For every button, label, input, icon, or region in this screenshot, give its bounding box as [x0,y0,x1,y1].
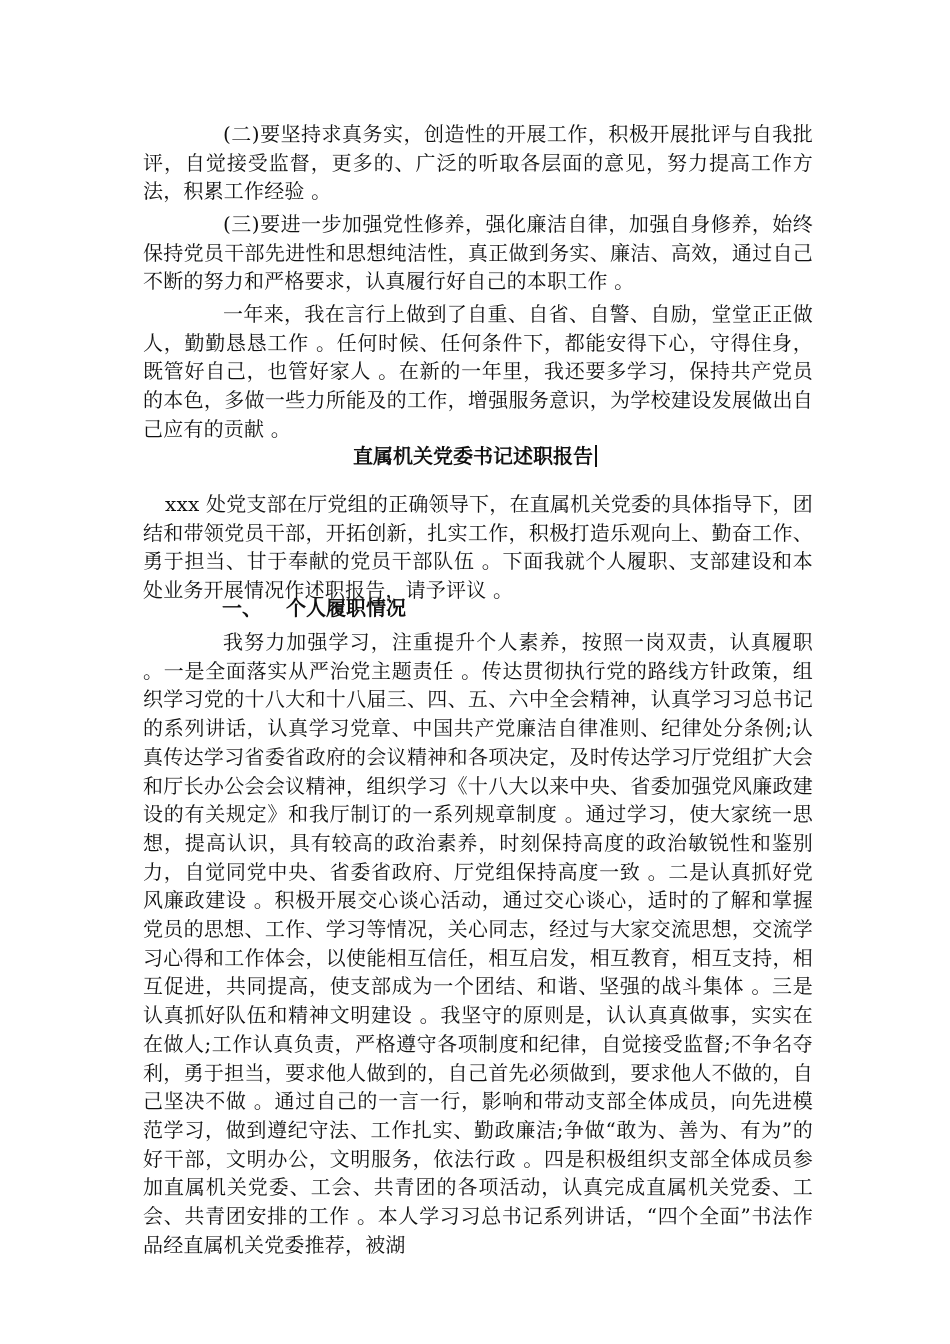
paragraph-point-two: (二)要坚持求真务实，创造性的开展工作，积极开展批评与自我批评，自觉接受监督，更多的、广泛的听取各层面的意见，努力提高工作方法，积累工作经验 。 [143,122,813,204]
section-heading-number: 一、 [222,596,262,620]
section-heading [222,592,406,621]
report-title-text: 直属机关党委书记述职报告 [353,444,593,468]
report-title [0,440,950,469]
intro-paragraph: xxx 处党支部在厅党组的正确领导下，在直属机关党委的具体指导下，团结和带领党员干部，开拓创新，扎实工作，积极打造乐观向上、勤奋工作、勇于担当、甘于奉献的党员干部队伍 。下面我就个人履职、支部建设和本处业务开展情况作述职报告，请予评议 。 [143,492,813,603]
text-cursor [595,445,597,467]
body-paragraph: 我努力加强学习，注重提升个人素养，按照一岗双责，认真履职 。一是全面落实从严治党主题责任 。传达贯彻执行党的路线方针政策，组织学习党的十八大和十八届三、四、五、六中全会精神，认真学习习总书记的系列讲话，认真学习党章、中国共产党廉洁自律准则、纪律处分条例;认真传达学习省委省政府的会议精神和各项决定，及时传达学习厅党组扩大会和厅长办公会会议精神，组织学习《十八大以来中央、省委加强党风廉政建设的有关规定》和我厅制订的一系列规章制度 。通过学习，使大家统一思想，提高认识，具有较高的政治素养，时刻保持高度的政治敏锐性和鉴别力，自觉同党中央、省委省政府、厅党组保持高度一致 。二是认真抓好党风廉政建设 。积极开展交心谈心活动，通过交心谈心，适时的了解和掌握党员的思想、工作、学习等情况，关心同志，经过与大家交流思想，交流学习心得和工作体会，以使能相互信任，相互启发，相互教育，相互支持，相互促进，共同提高，使支部成为一个团结、和谐、坚强的战斗集体 。三是认真抓好队伍和精神文明建设 。我坚守的原则是，认认真真做事，实实在在做人;工作认真负责，严格遵守各项制度和纪律，自觉接受监督;不争名夺利，勇于担当，要求他人做到的，自己首先必须做到，要求他人不做的，自己坚决不做 。通过自己的一言一行，影响和带动支部全体成员，向先进模范学习，做到遵纪守法、工作扎实、勤政廉洁;争做“敢为、善为、有为”的好干部，文明办公，文明服务，依法行政 。四是积极组织支部全体成员参加直属机关党委、工会、共青团的各项活动，认真完成直属机关党委、工会、共青团安排的工作 。本人学习习总书记系列讲话，“四个全面”书法作品经直属机关党委推荐，被湖 [143,630,813,1257]
paragraph-point-three: (三)要进一步加强党性修养，强化廉洁自律，加强自身修养，始终保持党员干部先进性和思想纯洁性，真正做到务实、廉洁、高效，通过自己不断的努力和严格要求，认真履行好自己的本职工作 。 [143,212,813,294]
section-heading-text: 个人履职情况 [286,596,406,620]
paragraph-year-summary: 一年来，我在言行上做到了自重、自省、自警、自励，堂堂正正做人，勤勤恳恳工作 。任何时候、任何条件下，都能安得下心，守得住身，既管好自己，也管好家人 。在新的一年里，我还要多学习，保持共产党员的本色，多做一些力所能及的工作，增强服务意识，为学校建设发展做出自己应有的贡献 。 [143,302,813,441]
